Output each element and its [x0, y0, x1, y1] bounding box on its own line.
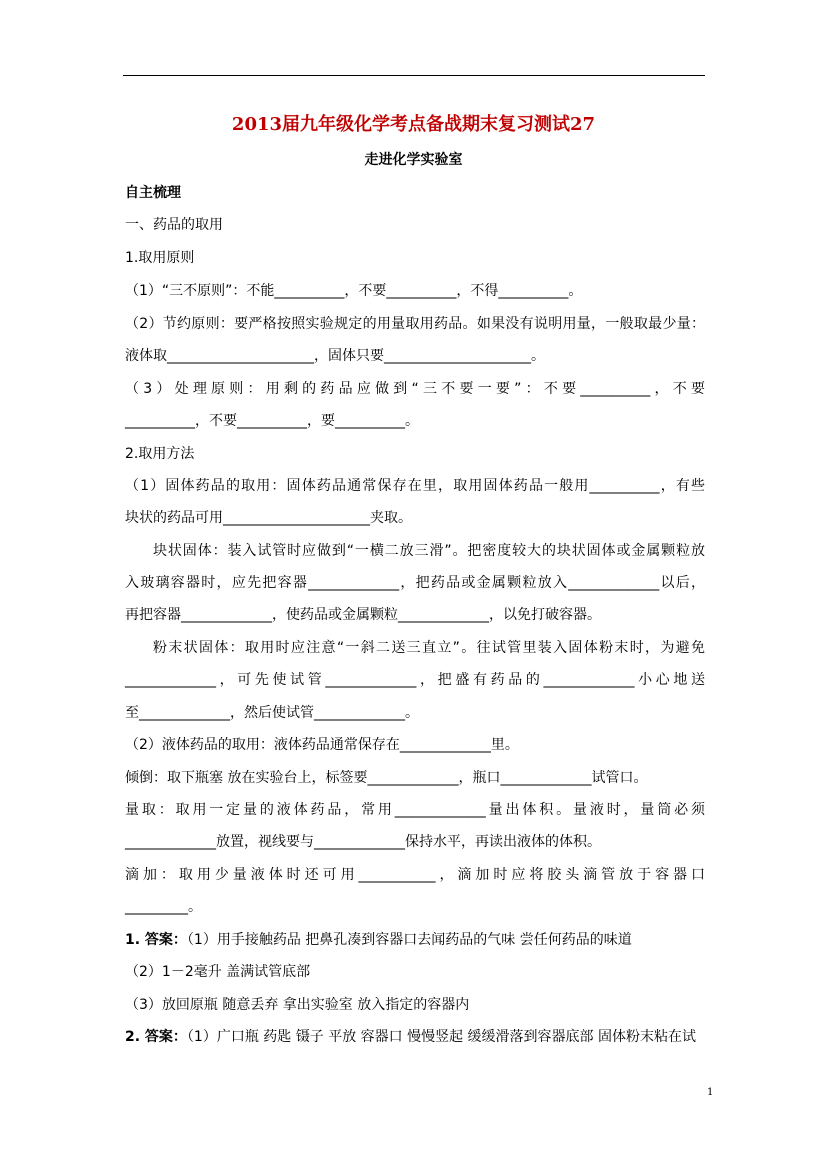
text-line: （2）节约原则：要严格按照实验规定的用量取用药品。如果没有说明用量，一般取最少量： — [125, 316, 705, 332]
text-line: 倾倒：取下瓶塞 放在实验台上，标签要_____________，瓶口_____________试管口。 — [125, 770, 648, 786]
answer-2-label: 2. 答案： — [125, 1029, 187, 1045]
answer-1-line3: （3）放回原瓶 随意丢弃 拿出实验室 放入指定的容器内 — [125, 997, 470, 1013]
text-line: （1）“三不原则”：不能__________，不要__________，不得__________。 — [125, 283, 583, 299]
answer-2 — [125, 1027, 705, 1047]
text-line: 液体取_____________________，固体只要_____________________。 — [125, 348, 545, 364]
text-line: _____________放置，视线要与_____________保持水平，再读出液体的体积。 — [125, 834, 601, 850]
text-line: （2）液体药品的取用：液体药品通常保存在_____________里。 — [125, 737, 519, 753]
text-line: （1）固体药品的取用：固体药品通常保存在里，取用固体药品一般用__________，有些 — [125, 478, 705, 494]
text-line: __________，不要__________，要__________。 — [125, 413, 419, 429]
answer-1-line2: （2）1－2毫升 盖满试管底部 — [125, 964, 311, 980]
answer-1-text: （1）用手接触药品 把鼻孔凑到容器口去闻药品的气味 尝任何药品的味道 — [186, 932, 632, 948]
header-rule — [123, 75, 705, 76]
text-line: （3）处理原则：用剩的药品应做到“三不要一要”：不要__________，不要 — [125, 381, 705, 397]
answer-2-text: （1）广口瓶 药匙 镊子 平放 容器口 慢慢竖起 缓缓滑落到容器底部 固体粉末粘在试 — [186, 1029, 696, 1045]
document-title: 2013届九年级化学考点备战期末复习测试27 — [231, 114, 596, 135]
text-line: 量取：取用一定量的液体药品，常用_____________量出体积。量液时，量筒必须 — [125, 802, 705, 818]
text-line: 块状的药品可用_____________________夹取。 — [125, 510, 412, 526]
text-line: 至_____________，然后使试管_____________。 — [125, 705, 419, 721]
answer-1-label: 1. 答案： — [125, 932, 187, 948]
text-line: 1.取用原则 — [125, 250, 195, 266]
text-line: 块状固体：装入试管时应做到“一横二放三滑”。把密度较大的块状固体或金属颗粒放 — [153, 543, 705, 559]
text-line: 再把容器_____________，使药品或金属颗粒_____________，以免打破容器。 — [125, 607, 601, 623]
answer-1 — [125, 930, 705, 950]
text-line: 入玻璃容器时，应先把容器_____________，把药品或金属颗粒放入_____________以后， — [125, 575, 705, 591]
section-heading: 自主梳理 — [125, 185, 181, 201]
text-line: 一、药品的取用 — [125, 217, 223, 233]
text-line: 滴加：取用少量液体时还可用___________，滴加时应将胶头滴管放于容器口 — [125, 867, 705, 883]
text-line: _________。 — [125, 899, 202, 915]
page-number: 1 — [707, 1087, 714, 1098]
text-line: 2.取用方法 — [125, 446, 195, 462]
text-line: _____________，可先使试管_____________，把盛有药品的_____________小心地送 — [125, 672, 705, 688]
text-line: 粉末状固体：取用时应注意“一斜二送三直立”。往试管里装入固体粉末时，为避免 — [153, 640, 705, 656]
document-subtitle: 走进化学实验室 — [364, 152, 463, 168]
